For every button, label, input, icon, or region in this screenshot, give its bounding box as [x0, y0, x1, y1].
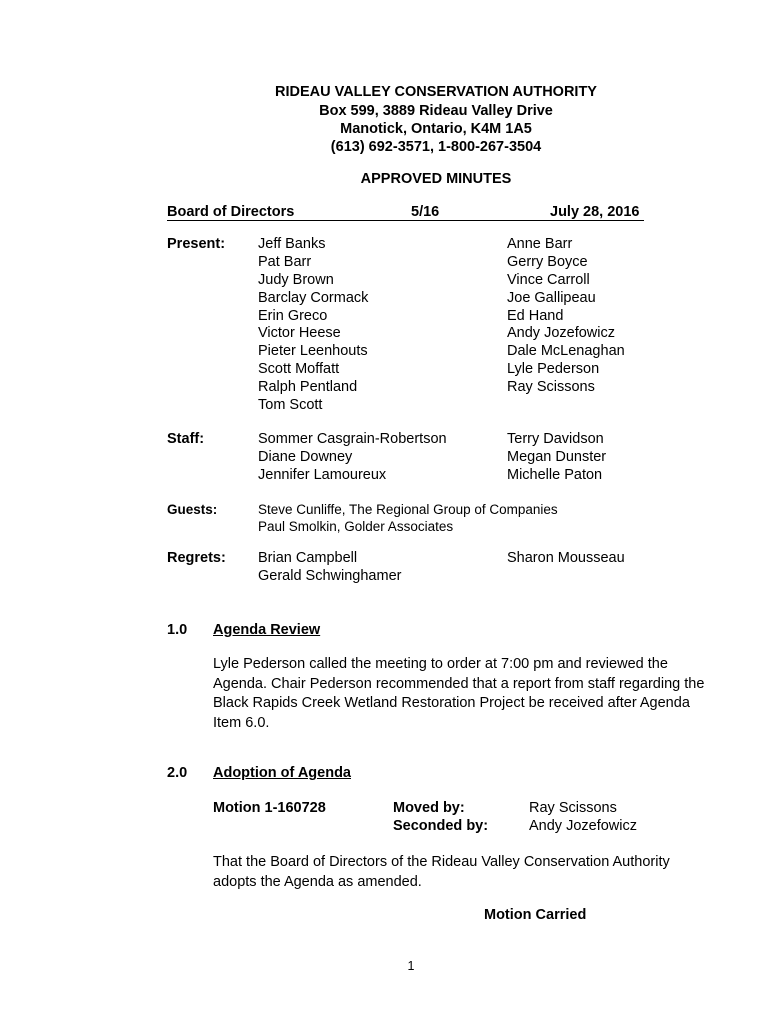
org-phone: (613) 692-3571, 1-800-267-3504	[330, 139, 542, 155]
org-address-line1: Box 599, 3889 Rideau Valley Drive	[319, 103, 553, 119]
attendee: Ed Hand	[507, 307, 564, 324]
regrets-list-col2	[507, 550, 625, 568]
seconded-by-name: Andy Jozefowicz	[529, 817, 637, 834]
regrets-label: Regrets:	[167, 550, 226, 566]
staff-member: Jennifer Lamoureux	[258, 466, 387, 483]
document-type-title: APPROVED MINUTES	[360, 171, 512, 187]
guest: Paul Smolkin, Golder Associates	[258, 519, 454, 534]
meeting-body: Board of Directors	[167, 204, 295, 220]
attendee: Andy Jozefowicz	[507, 325, 615, 342]
regrets-list-col1	[258, 550, 401, 586]
motion-id: Motion 1-160728	[213, 800, 326, 816]
attendee: Anne Barr	[507, 236, 573, 252]
attendee: Judy Brown	[258, 271, 334, 288]
section-title: Adoption of Agenda	[213, 765, 351, 781]
present-label: Present:	[167, 236, 226, 252]
attendee: Jeff Banks	[258, 236, 326, 252]
staff-list-col2	[507, 431, 606, 485]
moved-by-name: Ray Scissons	[529, 800, 617, 816]
meeting-number: 5/16	[411, 204, 440, 220]
moved-by-label: Moved by:	[393, 800, 465, 816]
attendee: Joe Gallipeau	[507, 289, 596, 306]
guests-list	[258, 501, 558, 535]
staff-label: Staff:	[167, 431, 205, 447]
section-title: Agenda Review	[213, 622, 321, 638]
attendee: Barclay Cormack	[258, 289, 369, 306]
seconded-by-label: Seconded by:	[393, 817, 489, 834]
section-number: 2.0	[167, 765, 188, 781]
attendee: Erin Greco	[258, 307, 328, 324]
org-address-line2: Manotick, Ontario, K4M 1A5	[340, 121, 532, 137]
meeting-line-underline	[167, 220, 644, 221]
section-number: 1.0	[167, 622, 188, 638]
staff-member: Diane Downey	[258, 448, 353, 465]
attendee: Vince Carroll	[507, 271, 590, 288]
attendee: Scott Moffatt	[258, 361, 340, 378]
staff-member: Michelle Paton	[507, 466, 603, 483]
guest: Steve Cunliffe, The Regional Group of Companies	[258, 502, 558, 517]
staff-list-col1	[258, 431, 447, 485]
attendee: Pieter Leenhouts	[258, 343, 368, 360]
page-number: 1	[407, 959, 415, 973]
org-name: RIDEAU VALLEY CONSERVATION AUTHORITY	[275, 84, 597, 100]
regret: Gerald Schwinghamer	[258, 567, 402, 584]
attendee: Ray Scissons	[507, 379, 595, 396]
present-list-col1	[258, 236, 368, 415]
regret: Sharon Mousseau	[507, 550, 625, 566]
section-body: Lyle Pederson called the meeting to order at 7:00 pm and reviewed the Agenda. Chair Pederson recommended that a report from staff regarding the Black Rapids Creek Wetland Restoration Project be received after Agenda Item 6.0.	[213, 656, 705, 731]
regret: Brian Campbell	[258, 550, 358, 566]
attendee: Victor Heese	[258, 325, 341, 342]
attendee: Tom Scott	[258, 397, 323, 414]
staff-member: Sommer Casgrain-Robertson	[258, 431, 447, 447]
motion-result: Motion Carried	[484, 907, 587, 923]
attendee: Dale McLenaghan	[507, 343, 625, 360]
staff-member: Megan Dunster	[507, 448, 607, 465]
motion-names	[529, 800, 637, 836]
meeting-date: July 28, 2016	[550, 204, 640, 220]
attendee: Ralph Pentland	[258, 379, 358, 396]
attendee: Lyle Pederson	[507, 361, 600, 378]
motion-text: That the Board of Directors of the Rideau Valley Conservation Authority adopts the Agenda as amended.	[213, 854, 670, 890]
attendee: Pat Barr	[258, 253, 312, 270]
motion-labels	[393, 800, 488, 836]
attendee: Gerry Boyce	[507, 253, 588, 270]
staff-member: Terry Davidson	[507, 431, 604, 447]
guests-label: Guests:	[167, 502, 218, 517]
present-list-col2	[507, 236, 625, 397]
